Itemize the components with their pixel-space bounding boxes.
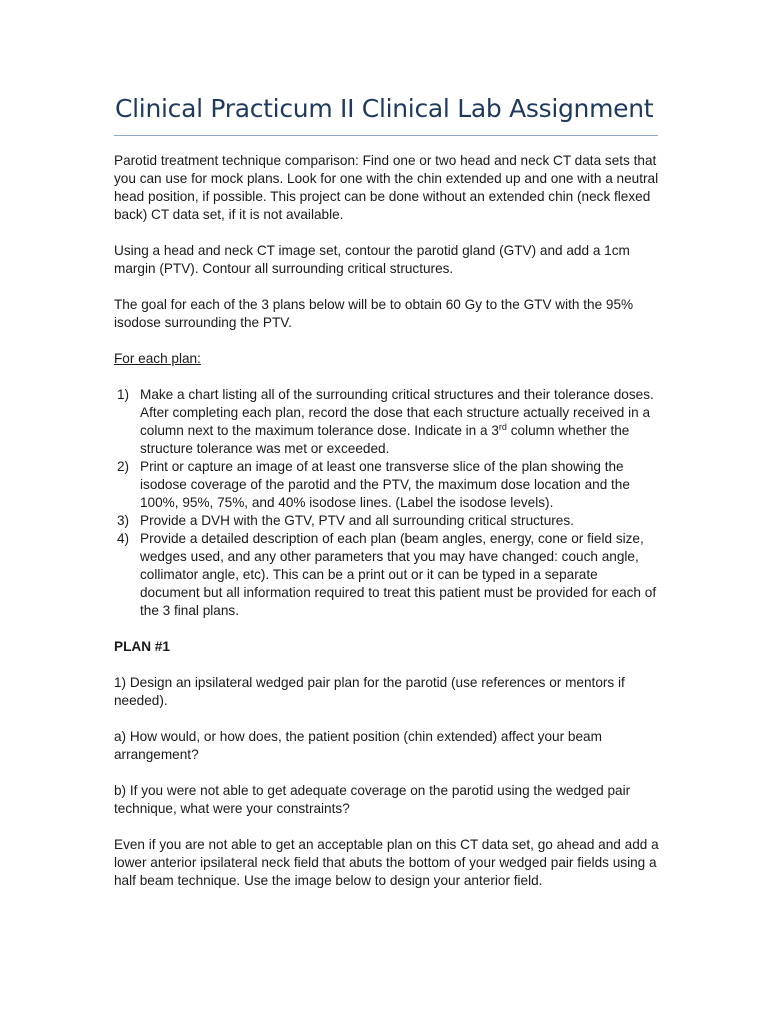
list-item-number: 4) bbox=[117, 531, 130, 546]
title-divider bbox=[114, 135, 658, 136]
list-item-number: 2) bbox=[117, 459, 130, 474]
list-item-text: Provide a DVH with the GTV, PTV and all surrounding critical structures. bbox=[140, 513, 574, 528]
plan-paragraph-3: b) If you were not able to get adequate coverage on the parotid using the wedged pair technique, what were your constraints? bbox=[114, 783, 631, 816]
plan-paragraph-2: a) How would, or how does, the patient position (chin extended) affect your beam arrangement? bbox=[114, 729, 602, 762]
document-title: Clinical Practicum II Clinical Lab Assignment bbox=[115, 94, 654, 123]
list-item-number: 3) bbox=[117, 513, 130, 528]
list-item-number: 1) bbox=[117, 387, 130, 402]
plan-paragraph-4: Even if you are not able to get an acceptable plan on this CT data set, go ahead and add a lower anterior ipsilateral neck field that abuts the bottom of your wedged pair fields using a half beam technique. Use the image below to design your anterior field. bbox=[114, 837, 659, 888]
intro-paragraph-3: The goal for each of the 3 plans below will be to obtain 60 Gy to the GTV with the 95% isodose surrounding the PTV. bbox=[114, 297, 634, 330]
list-item-text: Make a chart listing all of the surrounding critical structures and their tolerance doses. After completing each plan, record the dose that each structure actually received in a column next to the maximum tolerance dose. Indicate in a 3 bbox=[140, 387, 654, 438]
list-item-text-continued: column whether the structure tolerance was met or exceeded. bbox=[140, 423, 630, 456]
list-item bbox=[114, 386, 660, 458]
plan-paragraph-1: 1) Design an ipsilateral wedged pair plan for the parotid (use references or mentors if needed). bbox=[114, 675, 625, 708]
intro-paragraph-2: Using a head and neck CT image set, contour the parotid gland (GTV) and add a 1cm margin (PTV). Contour all surrounding critical structures. bbox=[114, 243, 630, 276]
list-item bbox=[114, 530, 660, 620]
list-item bbox=[114, 512, 660, 530]
ordinal-suffix: rd bbox=[498, 422, 507, 432]
list-item bbox=[114, 458, 660, 512]
list-item-text: Provide a detailed description of each plan (beam angles, energy, cone or field size, wedges used, and any other parameters that you may have changed: couch angle, collimator angle, etc). This can be a print out or it can be typed in a separate document but all information required to treat this patient must be provided for each of the 3 final plans. bbox=[140, 531, 657, 618]
requirements-list bbox=[114, 386, 660, 620]
for-each-plan-label: For each plan: bbox=[114, 351, 201, 366]
document-body bbox=[114, 152, 660, 908]
plan-heading: PLAN #1 bbox=[114, 639, 170, 654]
list-item-text: Print or capture an image of at least one transverse slice of the plan showing the isodose coverage of the parotid and the PTV, the maximum dose location and the 100%, 95%, 75%, and 40% isodose lines. (Label the isodose levels). bbox=[140, 459, 630, 510]
intro-paragraph-1: Parotid treatment technique comparison: Find one or two head and neck CT data sets that you can use for mock plans. Look for one with the chin extended up and one with a neutral head position, if possible. This project can be done without an extended chin (neck flexed back) CT data set, if it is not available. bbox=[114, 153, 659, 222]
